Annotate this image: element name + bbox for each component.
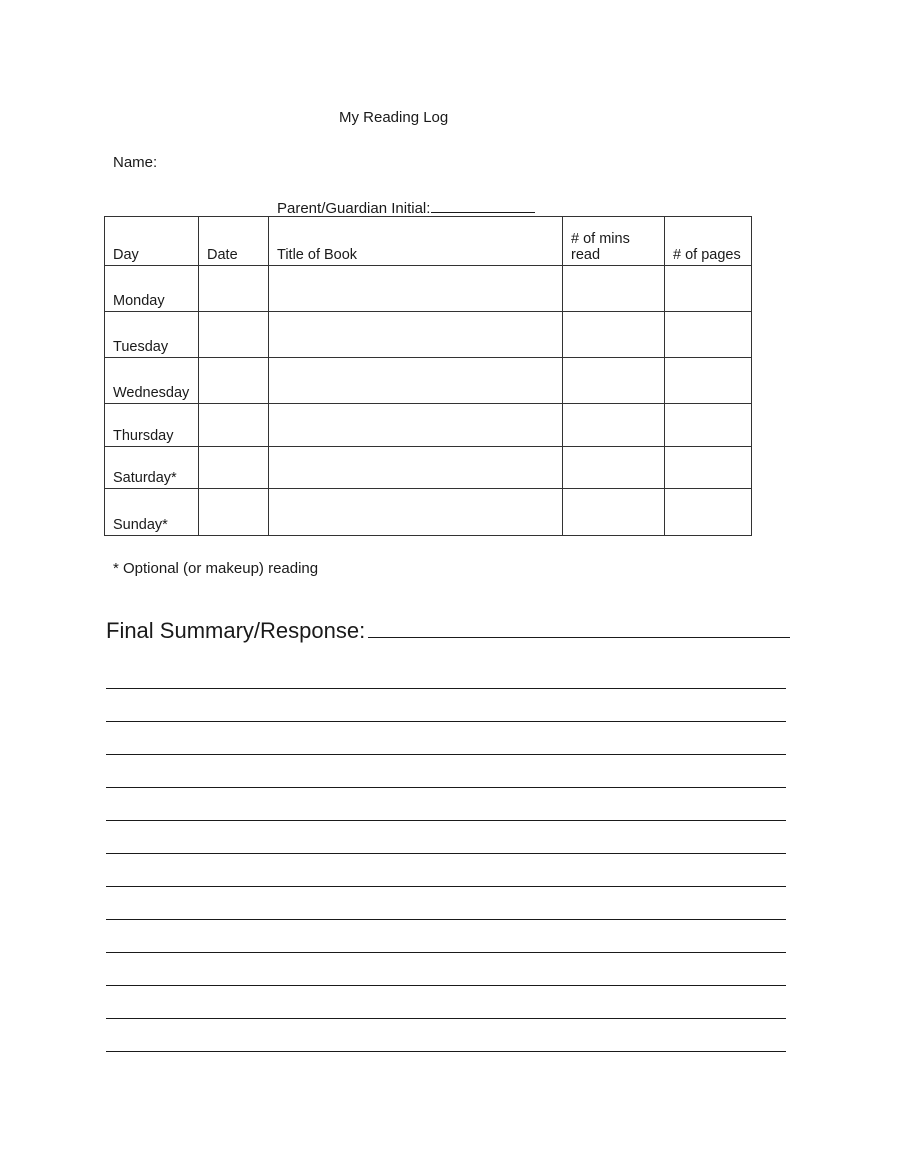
writing-line[interactable] (106, 886, 786, 887)
parent-initial-blank[interactable] (431, 198, 535, 213)
table-row (105, 266, 752, 312)
pages-cell[interactable] (665, 404, 752, 447)
mins-cell[interactable] (563, 447, 665, 489)
writing-line[interactable] (106, 688, 786, 689)
optional-reading-footnote: * Optional (or makeup) reading (113, 560, 319, 577)
title-cell[interactable] (269, 489, 563, 536)
mins-cell[interactable] (563, 312, 665, 358)
table-row (105, 358, 752, 404)
title-cell[interactable] (269, 404, 563, 447)
writing-line[interactable] (106, 985, 786, 986)
mins-cell[interactable] (563, 358, 665, 404)
header-day: Day (105, 217, 199, 266)
header-title: Title of Book (269, 217, 563, 266)
date-cell[interactable] (199, 489, 269, 536)
parent-initial-label: Parent/Guardian Initial: (277, 200, 431, 217)
final-summary-field (106, 617, 790, 644)
table-row (105, 447, 752, 489)
pages-cell[interactable] (665, 312, 752, 358)
date-cell[interactable] (199, 404, 269, 447)
writing-line[interactable] (106, 853, 786, 854)
table-row (105, 312, 752, 358)
mins-cell[interactable] (563, 266, 665, 312)
writing-line[interactable] (106, 1051, 786, 1052)
day-cell: Thursday (105, 404, 199, 447)
writing-line[interactable] (106, 1018, 786, 1019)
writing-line[interactable] (106, 820, 786, 821)
table-row (105, 489, 752, 536)
name-label: Name: (113, 154, 158, 171)
page-title: My Reading Log (339, 109, 449, 126)
pages-cell[interactable] (665, 447, 752, 489)
title-cell[interactable] (269, 358, 563, 404)
table-row (105, 404, 752, 447)
date-cell[interactable] (199, 358, 269, 404)
day-cell: Monday (105, 266, 199, 312)
date-cell[interactable] (199, 312, 269, 358)
table-header-row (105, 217, 752, 266)
header-date: Date (199, 217, 269, 266)
writing-line[interactable] (106, 952, 786, 953)
header-pages: # of pages (665, 217, 752, 266)
title-cell[interactable] (269, 266, 563, 312)
day-cell: Saturday* (105, 447, 199, 489)
mins-cell[interactable] (563, 404, 665, 447)
header-mins-line2: read (571, 247, 601, 263)
parent-initial-field (277, 198, 535, 217)
reading-log-table (104, 216, 752, 536)
date-cell[interactable] (199, 447, 269, 489)
day-cell: Tuesday (105, 312, 199, 358)
header-mins-line1: # of mins (571, 231, 630, 247)
day-cell: Sunday* (105, 489, 199, 536)
pages-cell[interactable] (665, 358, 752, 404)
writing-line[interactable] (106, 754, 786, 755)
mins-cell[interactable] (563, 489, 665, 536)
final-summary-blank[interactable] (368, 617, 790, 638)
pages-cell[interactable] (665, 489, 752, 536)
writing-line[interactable] (106, 787, 786, 788)
writing-line[interactable] (106, 721, 786, 722)
title-cell[interactable] (269, 447, 563, 489)
header-mins (563, 217, 665, 266)
final-summary-label: Final Summary/Response: (106, 618, 366, 643)
date-cell[interactable] (199, 266, 269, 312)
writing-line[interactable] (106, 919, 786, 920)
title-cell[interactable] (269, 312, 563, 358)
pages-cell[interactable] (665, 266, 752, 312)
day-cell: Wednesday (105, 358, 199, 404)
